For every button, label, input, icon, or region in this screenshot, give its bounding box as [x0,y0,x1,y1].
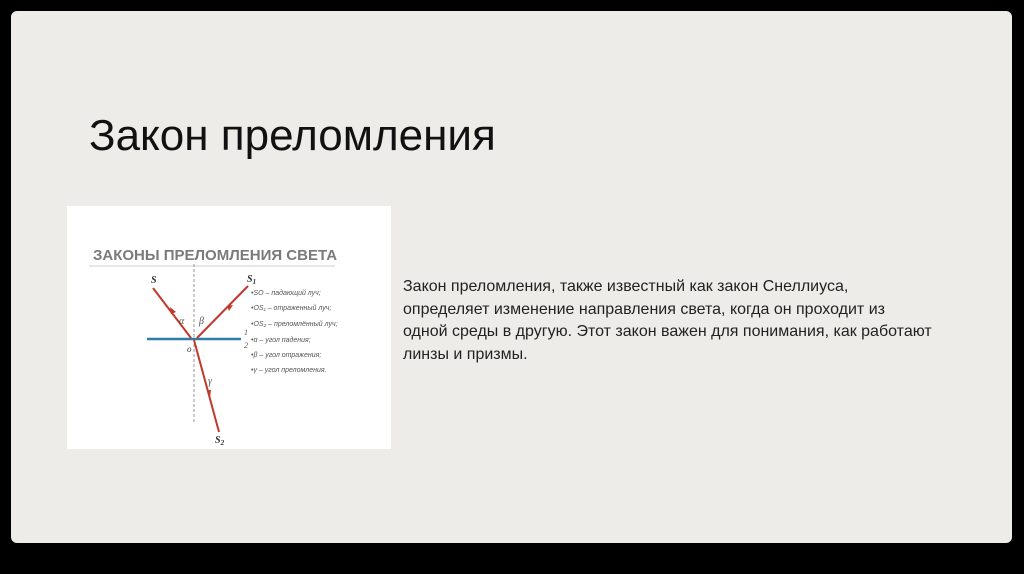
reflected-ray [197,286,248,338]
label-gamma: γ [208,376,212,387]
label-o: o [187,344,192,354]
label-medium-1: 1 [244,328,248,337]
slide-body-text: Закон преломления, также известный как закон Снеллиуса, определяет изменение направления света, когда он проходит из одной среды в другую. Этот закон важен для понимания, как работают линзы и призмы. [403,278,932,363]
legend-item: •OS₂ – преломлённый луч; [251,321,338,328]
legend-item: •α – угол падения; [251,337,311,344]
slide [11,11,1012,543]
legend-item: •β – угол отражения; [251,352,322,359]
diagram-heading: ЗАКОНЫ ПРЕЛОМЛЕНИЯ СВЕТА [93,247,338,264]
incident-arrow [170,307,176,314]
legend-item: •OS₁ – отраженный луч; [251,305,332,312]
refraction-diagram [67,206,391,449]
refracted-ray [194,340,219,432]
refraction-diagram-image [67,206,391,449]
slide-title: Закон преломления [89,111,496,160]
legend-item: •SO – падающий луч; [251,290,321,297]
label-medium-2: 2 [244,341,248,350]
label-s: S [151,275,157,286]
legend-item: •γ – угол преломления. [251,367,327,374]
reflected-arrow [227,305,233,311]
label-alpha: α [179,316,185,327]
label-beta: β [199,316,204,327]
label-s2: $S_2$ [215,435,225,447]
label-s1: $S_1$ [247,274,257,286]
